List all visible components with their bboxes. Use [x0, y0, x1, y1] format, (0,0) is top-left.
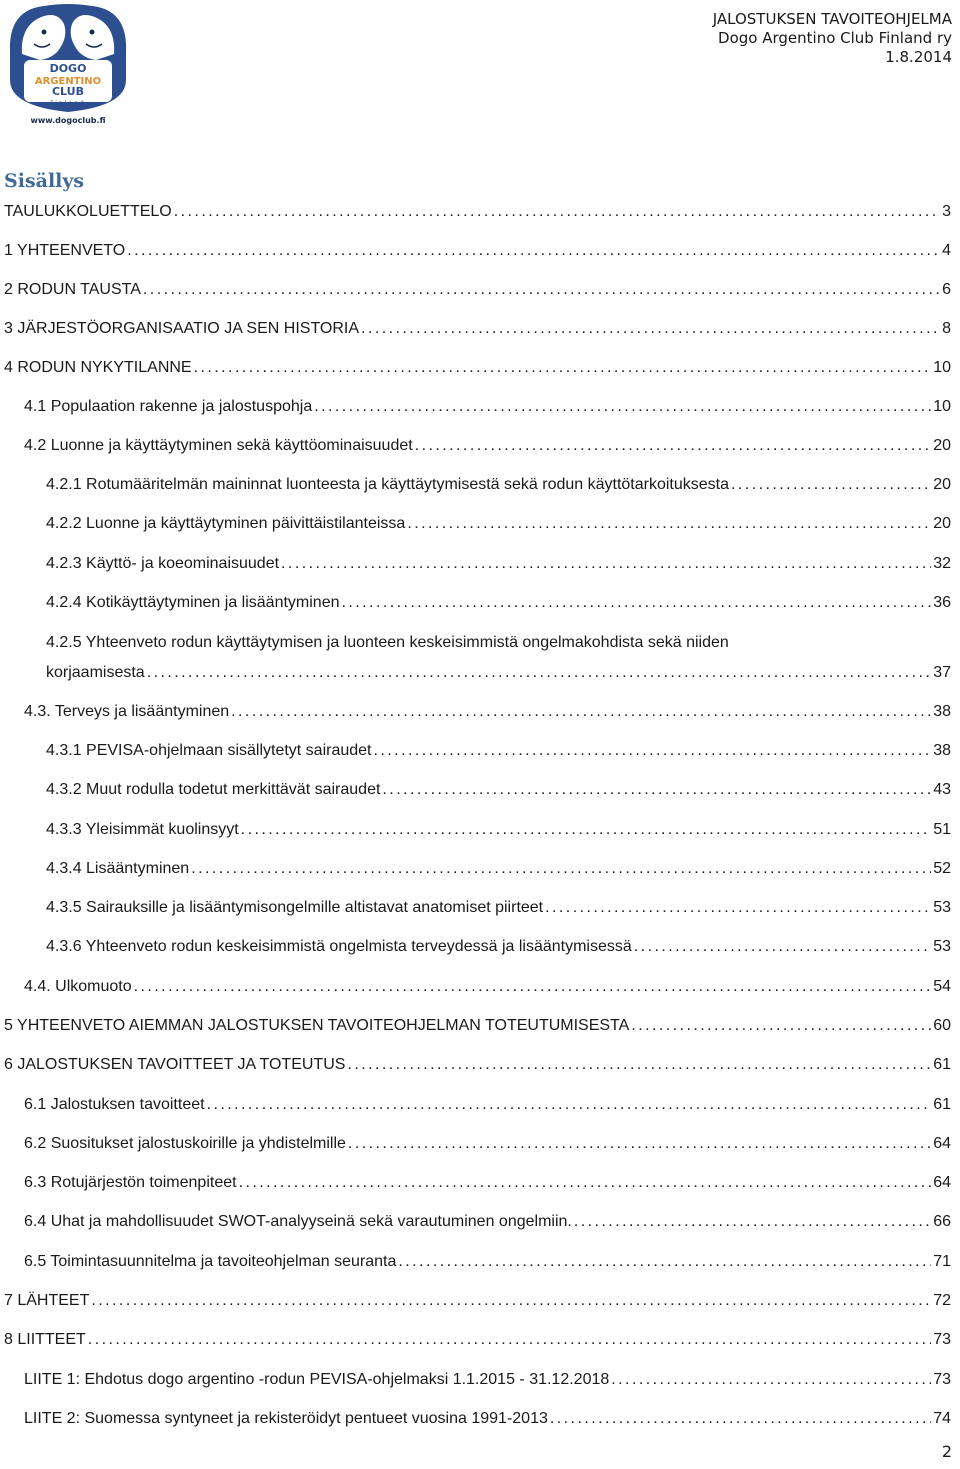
toc-leader-dots [239, 1169, 932, 1197]
toc-entry-label-continued: korjaamisesta [46, 664, 145, 681]
toc-entry[interactable] [0, 894, 960, 922]
toc-entry-label: 6.5 Toimintasuunnitelma ja tavoiteohjelman seuranta [24, 1253, 397, 1270]
toc-entry-label: 1 YHTEENVETO [4, 242, 126, 259]
toc-entry-page: 72 [933, 1292, 951, 1309]
toc-entry-page: 20 [933, 437, 951, 454]
toc-entry-page: 61 [933, 1056, 951, 1073]
club-logo [4, 2, 132, 126]
page-number: 2 [941, 1442, 952, 1461]
toc-entry[interactable] [0, 1012, 960, 1040]
toc-leader-dots [631, 1012, 931, 1040]
toc-leader-dots [398, 1248, 931, 1276]
toc-leader-dots [361, 315, 940, 343]
toc-leader-dots [574, 1208, 931, 1236]
toc-entry[interactable] [0, 1326, 960, 1354]
toc-entry-label: 4.2 Luonne ja käyttäytyminen sekä käyttöominaisuudet [24, 437, 413, 454]
toc-entry-page: 51 [933, 821, 951, 838]
toc-entry-page: 20 [933, 476, 951, 493]
toc-leader-dots [731, 471, 931, 499]
toc-entry[interactable] [0, 933, 960, 961]
toc-leader-dots [88, 1326, 931, 1354]
toc-entry-label: 6.2 Suositukset jalostuskoirille ja yhdistelmille [24, 1135, 346, 1152]
toc-entry-label: 4 RODUN NYKYTILANNE [4, 359, 192, 376]
toc-entry-page: 61 [933, 1096, 951, 1113]
toc-entry-label: 4.1 Populaation rakenne ja jalostuspohja [24, 398, 313, 415]
toc-leader-dots [545, 894, 931, 922]
logo-url: www.dogoclub.fi [30, 116, 106, 125]
toc-entry-label: 6 JALOSTUKSEN TAVOITTEET JA TOTEUTUS [4, 1056, 346, 1073]
toc-leader-dots [134, 973, 932, 1001]
toc-title: Sisällys [4, 170, 85, 192]
toc-entry[interactable] [0, 1248, 960, 1276]
toc-entry[interactable] [0, 1130, 960, 1158]
toc-entry-label: LIITE 1: Ehdotus dogo argentino -rodun PEVISA-ohjelmaksi 1.1.2015 - 31.12.2018 [24, 1371, 610, 1388]
toc-leader-dots [347, 1051, 931, 1079]
toc-entry-page: 10 [933, 359, 951, 376]
toc-entry-page: 71 [933, 1253, 951, 1270]
toc-entry-label: 4.3. Terveys ja lisääntyminen [24, 703, 230, 720]
logo-text-argentino: ARGENTINO [34, 76, 102, 87]
toc-entry[interactable] [0, 629, 960, 689]
toc-entry-page: 3 [942, 203, 951, 220]
toc-leader-dots [382, 776, 931, 804]
toc-leader-dots [91, 1287, 931, 1315]
toc-entry[interactable] [0, 1208, 960, 1236]
toc-entry-page: 54 [933, 978, 951, 995]
toc-entry-page: 43 [933, 781, 951, 798]
toc-entry-label: 4.3.2 Muut rodulla todetut merkittävät sairaudet [46, 781, 381, 798]
toc-leader-dots [348, 1130, 931, 1158]
toc-entry-page: 74 [933, 1410, 951, 1427]
toc-entry-label: 4.2.4 Kotikäyttäytyminen ja lisääntyminen [46, 594, 340, 611]
toc-entry-page: 8 [942, 320, 951, 337]
toc-leader-dots [127, 237, 940, 265]
organization-name: Dogo Argentino Club Finland ry [718, 29, 952, 47]
toc-entry[interactable] [0, 776, 960, 804]
toc-entry-label: 4.2.2 Luonne ja käyttäytyminen päivittäistilanteissa [46, 515, 406, 532]
toc-leader-dots [194, 354, 932, 382]
toc-entry-page: 37 [933, 664, 951, 681]
toc-entry[interactable] [0, 698, 960, 726]
toc-entry-page: 53 [933, 938, 951, 955]
toc-leader-dots [207, 1091, 932, 1119]
toc-entry-label: 4.2.5 Yhteenveto rodun käyttäytymisen ja luonteen keskeisimmistä ongelmakohdista sekä niiden [46, 634, 729, 651]
toc-entry[interactable] [0, 589, 960, 617]
toc-entry[interactable] [0, 432, 960, 460]
toc-entry-page: 38 [933, 742, 951, 759]
toc-entry-label: LIITE 2: Suomessa syntyneet ja rekisteröidyt pentueet vuosina 1991-2013 [24, 1410, 548, 1427]
toc-entry-page: 64 [933, 1174, 951, 1191]
toc-entry[interactable] [0, 198, 960, 226]
toc-entry[interactable] [0, 1287, 960, 1315]
toc-entry-page: 32 [933, 555, 951, 572]
toc-entry-page: 38 [933, 703, 951, 720]
toc-entry[interactable] [0, 855, 960, 883]
toc-entry-page: 10 [933, 398, 951, 415]
toc-leader-dots [550, 1405, 931, 1433]
toc-entry-page: 4 [942, 242, 951, 259]
toc-entry-page: 64 [933, 1135, 951, 1152]
toc-entry-label: 6.4 Uhat ja mahdollisuudet SWOT-analyyseinä sekä varautuminen ongelmiin. [24, 1213, 572, 1230]
logo-text-finland: Finland [50, 100, 86, 107]
toc-entry-label: 6.3 Rotujärjestön toimenpiteet [24, 1174, 237, 1191]
logo-text-dogo: DOGO [49, 62, 87, 75]
toc-leader-dots [191, 855, 931, 883]
toc-entry[interactable] [0, 1405, 960, 1433]
toc-entry[interactable] [0, 1091, 960, 1119]
toc-leader-dots [281, 550, 931, 578]
toc-entry-page: 20 [933, 515, 951, 532]
toc-leader-dots [374, 737, 932, 765]
toc-leader-dots [341, 589, 931, 617]
toc-entry-label: 6.1 Jalostuksen tavoitteet [24, 1096, 205, 1113]
toc-leader-dots [634, 933, 931, 961]
toc-entry-label: 4.3.3 Yleisimmät kuolinsyyt [46, 821, 239, 838]
document-date: 1.8.2014 [885, 48, 952, 66]
toc-leader-dots [407, 510, 931, 538]
toc-entry-page: 52 [933, 860, 951, 877]
toc-entry-label: TAULUKKOLUETTELO [4, 203, 172, 220]
toc-entry-page: 73 [933, 1331, 951, 1348]
toc-entry-label: 7 LÄHTEET [4, 1292, 90, 1309]
toc-entry-label: 5 YHTEENVETO AIEMMAN JALOSTUKSEN TAVOITEOHJELMAN TOTEUTUMISESTA [4, 1017, 630, 1034]
toc-entry[interactable] [0, 393, 960, 421]
toc-entry-page: 6 [942, 281, 951, 298]
toc-entry-page: 53 [933, 899, 951, 916]
toc-leader-dots [174, 198, 940, 226]
dogo-argentino-club-logo-icon [4, 2, 132, 126]
toc-leader-dots [415, 432, 932, 460]
toc-entry-label: 4.4. Ulkomuoto [24, 978, 132, 995]
toc-entry[interactable] [0, 510, 960, 538]
document-title: JALOSTUKSEN TAVOITEOHJELMA [712, 10, 952, 28]
toc-entry[interactable] [0, 1051, 960, 1079]
toc-entry[interactable] [0, 1169, 960, 1197]
toc-entry-label: 8 LIITTEET [4, 1331, 86, 1348]
toc-entry-page: 60 [933, 1017, 951, 1034]
toc-entry-label: 4.3.6 Yhteenveto rodun keskeisimmistä ongelmista terveydessä ja lisääntymisessä [46, 938, 632, 955]
toc-entry-label: 4.3.4 Lisääntyminen [46, 860, 190, 877]
toc-entry[interactable] [0, 237, 960, 265]
toc-entry[interactable] [0, 471, 960, 499]
toc-entry[interactable] [0, 354, 960, 382]
toc-entry-page: 73 [933, 1371, 951, 1388]
toc-leader-dots [143, 276, 940, 304]
toc-entry-page: 66 [933, 1213, 951, 1230]
toc-entry[interactable] [0, 816, 960, 844]
toc-entry-label: 4.3.5 Sairauksille ja lisääntymisongelmille altistavat anatomiset piirteet [46, 899, 544, 916]
toc-leader-dots [314, 393, 931, 421]
toc-leader-dots [611, 1366, 931, 1394]
toc-entry[interactable] [0, 737, 960, 765]
toc-entry-label: 2 RODUN TAUSTA [4, 281, 141, 298]
toc-leader-dots [231, 698, 931, 726]
toc-entry[interactable] [0, 550, 960, 578]
toc-entry-label: 3 JÄRJESTÖORGANISAATIO JA SEN HISTORIA [4, 320, 360, 337]
toc-entry[interactable] [0, 315, 960, 343]
toc-entry[interactable] [0, 1366, 960, 1394]
toc-entry-page: 36 [933, 594, 951, 611]
toc-entry[interactable] [0, 276, 960, 304]
document-header [713, 10, 952, 67]
toc-entry-label: 4.3.1 PEVISA-ohjelmaan sisällytetyt sairaudet [46, 742, 372, 759]
toc-entry[interactable] [0, 973, 960, 1001]
toc-entry-label: 4.2.1 Rotumääritelmän maininnat luonteesta ja käyttäytymisestä sekä rodun käyttötarkoituksesta [46, 476, 730, 493]
toc-entry-label: 4.2.3 Käyttö- ja koeominaisuudet [46, 555, 280, 572]
logo-text-club: CLUB [51, 85, 85, 98]
toc-leader-dots [147, 659, 932, 687]
toc-leader-dots [241, 816, 932, 844]
